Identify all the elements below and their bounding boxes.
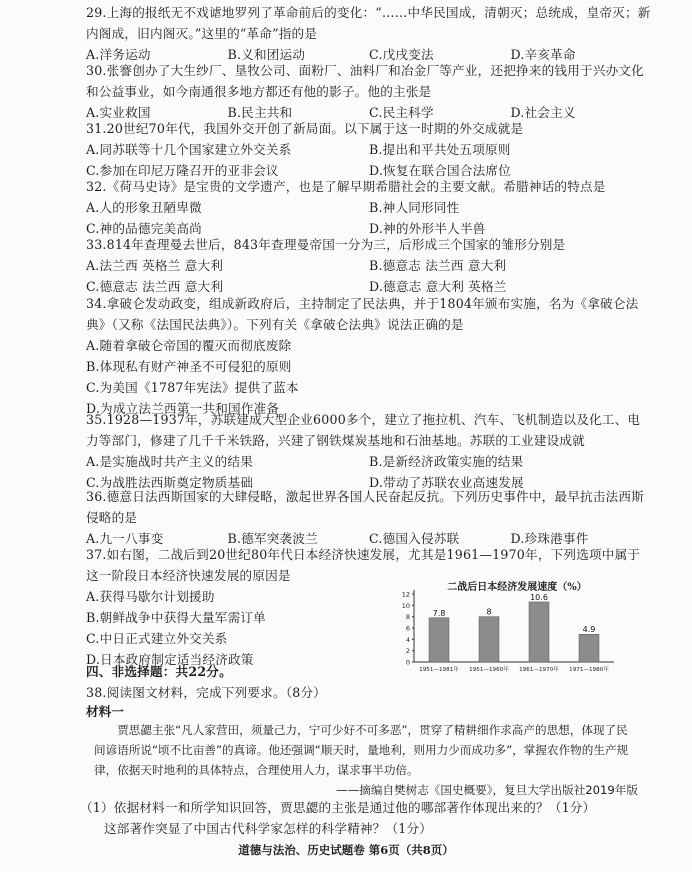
option: D.德意志 意大利 英格兰 bbox=[369, 279, 507, 295]
option: D.为成立法兰西第一共和国作准备 bbox=[86, 400, 280, 416]
material-block bbox=[94, 720, 638, 800]
option: D.辛亥革命 bbox=[510, 46, 576, 62]
option: B.德军突袭波兰 bbox=[227, 531, 318, 547]
option: C.为美国《1787年宪法》提供了蓝本 bbox=[86, 379, 299, 395]
bar bbox=[529, 602, 549, 662]
option: C.参加在印尼万隆召开的亚非会议 bbox=[86, 163, 279, 179]
question-37-options bbox=[86, 586, 386, 670]
y-tick-label: 12 bbox=[401, 590, 410, 599]
question-29 bbox=[86, 2, 652, 65]
y-tick-label: 0 bbox=[405, 658, 410, 667]
option: A.人的形象丑陋卑微 bbox=[86, 200, 202, 216]
option: D.神的外形半人半兽 bbox=[369, 221, 486, 237]
option: A.是实施战时共产主义的结果 bbox=[86, 453, 254, 469]
question-32-stem: 32.《荷马史诗》是宝贵的文学遗产，也是了解早期希腊社会的主要文献。希腊神话的特点是 bbox=[86, 179, 606, 195]
page-footer: 道德与法治、历史试题卷 第6页（共8页） bbox=[238, 843, 454, 857]
question-31-options bbox=[86, 139, 652, 181]
question-38-sub1-b: 这部著作突显了中国古代科学家怎样的科学精神？（1分） bbox=[104, 821, 433, 837]
question-32 bbox=[86, 176, 652, 239]
option: A.法兰西 英格兰 意大利 bbox=[86, 258, 224, 274]
question-33-options bbox=[86, 255, 652, 297]
question-37-stem: 37.如右图，二战后到20世纪80年代日本经济快速发展，尤其是1961—1970年，下列选项中属于这一阶段日本经济快速发展的原因是 bbox=[86, 547, 641, 584]
bar-value-label: 8 bbox=[486, 607, 492, 617]
option: B.神人同形同性 bbox=[369, 200, 460, 216]
option: A.获得马歇尔计划援助 bbox=[86, 589, 215, 605]
question-38: 38.阅读图文材料，完成下列要求。（8分） bbox=[86, 684, 327, 700]
question-30 bbox=[86, 60, 652, 123]
bar-value-label: 10.6 bbox=[530, 592, 548, 602]
option: C.德国入侵苏联 bbox=[369, 531, 460, 547]
option: B.是新经济政策实施的结果 bbox=[369, 453, 524, 469]
bar-value-label: 4.9 bbox=[582, 624, 596, 634]
question-32-options bbox=[86, 197, 652, 239]
question-34-options bbox=[86, 335, 652, 419]
option: A.九一八事变 bbox=[86, 531, 164, 547]
material-title: 材料一 bbox=[86, 704, 124, 720]
question-30-stem: 30.张謇创办了大生纱厂、垦牧公司、面粉厂、油料厂和冶金厂等产业，还把挣来的钱用于兴办文化和公益事业，如今南通很多地方都还有他的影子。他的主张是 bbox=[86, 62, 644, 99]
bar bbox=[429, 617, 449, 661]
material-text: 贾思勰主张“凡人家营田，须量己力，宁可少好不可多恶”，贯穿了精耕细作求高产的思想，体现了民间谚语所说“顷不比亩善”的真谛。他还强调“顺天时，量地利，则用力少而成功多”，掌握农作物的生产规律，依据天时地利的具体特点，合理使用人力，谋求事半功倍。 bbox=[94, 722, 629, 777]
section-title: 四、非选择题：共22分。 bbox=[86, 663, 232, 679]
question-31 bbox=[86, 118, 652, 181]
question-34-stem: 34.拿破仑发动政变，组成新政府后，主持制定了民法典，并于1804年颁布实施，名为《拿破仑法典》（又称《法国民法典》）。下列有关《拿破仑法典》说法正确的是 bbox=[86, 295, 639, 332]
option: D.社会主义 bbox=[510, 104, 576, 120]
option: D.带动了苏联农业高速发展 bbox=[369, 474, 524, 490]
bar bbox=[579, 634, 599, 662]
y-tick-label: 8 bbox=[405, 612, 410, 621]
option: C.神的品德完美高尚 bbox=[86, 221, 202, 237]
question-38-sub1 bbox=[80, 797, 660, 839]
option: B.德意志 法兰西 意大利 bbox=[369, 258, 507, 274]
category-label: 1951—1960年 bbox=[469, 666, 509, 673]
option: D.日本政府制定适当经济政策 bbox=[86, 652, 254, 668]
option: C.德意志 法兰西 意大利 bbox=[86, 279, 224, 295]
option: A.随着拿破仑帝国的覆灭而彻底废除 bbox=[86, 337, 292, 353]
bar-value-label: 7.8 bbox=[432, 608, 446, 618]
question-35-stem: 35.1928—1937年，苏联建成大型企业6000多个，建立了拖拉机、汽车、飞机制造以及化工、电力等部门，修建了几千千米铁路，兴建了钢铁煤炭基地和石油基地。苏联的工业建设成就 bbox=[86, 411, 641, 448]
bar bbox=[479, 616, 499, 661]
option: B.体现私有财产神圣不可侵犯的原则 bbox=[86, 358, 292, 374]
question-31-stem: 31.20世纪70年代，我国外交开创了新局面。以下属于这一时期的外交成就是 bbox=[86, 121, 524, 137]
y-tick-label: 4 bbox=[405, 635, 410, 644]
y-tick-label: 10 bbox=[401, 601, 410, 610]
question-33-stem: 33.814年查理曼去世后，843年查理曼帝国一分为三，后形成三个国家的雏形分别是 bbox=[86, 237, 566, 253]
question-36-stem: 36.德意日法西斯国家的大肆侵略，激起世界各国人民奋起反抗。下列历史事件中，最早抗击法西斯侵略的是 bbox=[86, 489, 644, 526]
category-label: 1951—1981年 bbox=[419, 666, 459, 673]
option: B.提出和平共处五项原则 bbox=[369, 142, 511, 158]
option: D.珍珠港事件 bbox=[510, 531, 589, 547]
chart-title: 二战后日本经济发展速度（%） bbox=[447, 581, 587, 593]
option: C.中日正式建立外交关系 bbox=[86, 631, 228, 647]
category-label: 1971—1980年 bbox=[569, 666, 609, 673]
option: B.义和团运动 bbox=[227, 46, 306, 62]
y-tick-label: 2 bbox=[405, 646, 410, 655]
section-nonchoice bbox=[86, 661, 652, 703]
question-34 bbox=[86, 293, 652, 419]
option: B.朝鲜战争中获得大量军需订单 bbox=[86, 610, 266, 626]
category-label: 1961—1970年 bbox=[519, 666, 559, 673]
option: A.洋务运动 bbox=[86, 46, 151, 62]
option: B.民主共和 bbox=[227, 104, 293, 120]
y-tick-label: 6 bbox=[405, 624, 410, 633]
question-36 bbox=[86, 486, 652, 549]
option: C.民主科学 bbox=[369, 104, 434, 120]
question-33 bbox=[86, 234, 652, 297]
option: C.为战胜法西斯奠定物质基础 bbox=[86, 474, 254, 490]
option: D.恢复在联合国合法席位 bbox=[369, 163, 511, 179]
option: A.同苏联等十几个国家建立外交关系 bbox=[86, 142, 292, 158]
option: A.实业救国 bbox=[86, 104, 151, 120]
question-29-stem: 29.上海的报纸无不戏谑地罗列了革命前后的变化：“……中华民国成，清朝灭；总统成，皇帝灭；新内阁成，旧内阁灭。”这里的“革命”指的是 bbox=[86, 4, 651, 41]
question-35 bbox=[86, 409, 652, 493]
option: C.戊戌变法 bbox=[369, 46, 434, 62]
material-source: ——摘编自樊树志《国史概要》，复旦大学出版社2019年版 bbox=[336, 782, 638, 797]
question-38-sub1-a: （1）依据材料一和所学知识回答，贾思勰的主张是通过他的哪部著作体现出来的？（1分） bbox=[80, 800, 596, 816]
